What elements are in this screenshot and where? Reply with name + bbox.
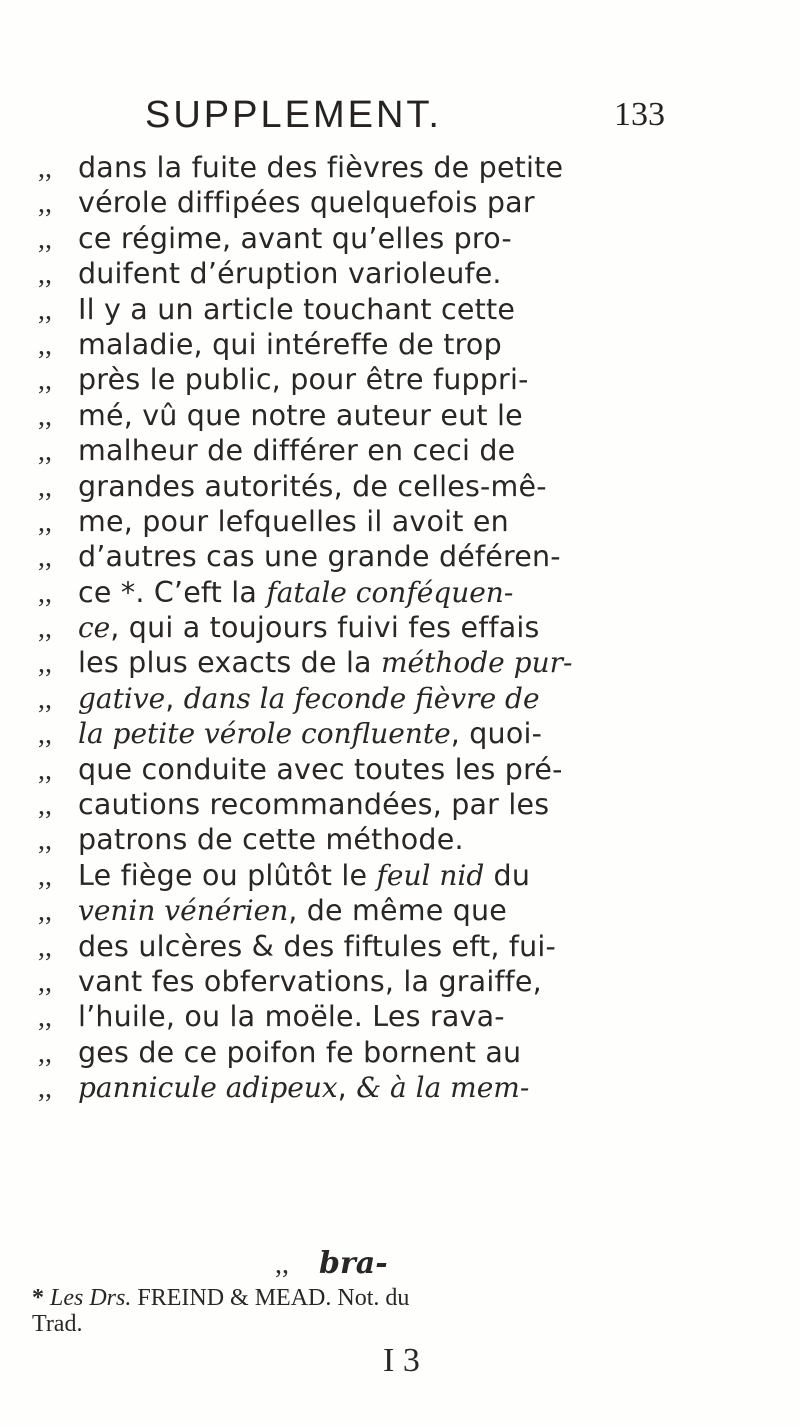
catchword: bra- xyxy=(319,1246,388,1281)
line-text: que conduite avec toutes les pré- xyxy=(78,752,563,786)
line-text: patrons de cette méthode. xyxy=(78,823,464,857)
quote-mark: ,, xyxy=(38,542,52,574)
italic-text: dans la feconde fièvre de xyxy=(183,681,540,715)
italic-text: gative xyxy=(78,681,166,715)
line-text: mé, vû que notre auteur eut le xyxy=(78,398,523,432)
text-line xyxy=(38,150,778,185)
footnote-abbrev: Les Drs. xyxy=(50,1285,132,1311)
text-line xyxy=(38,327,778,362)
line-text: maladie, qui intéreffe de trop xyxy=(78,327,502,361)
line-text: ce *. C’eft la xyxy=(78,575,267,609)
line-text: , xyxy=(165,681,184,715)
body-text xyxy=(38,150,778,1106)
line-text: l’huile, ou la moële. Les rava- xyxy=(78,1000,505,1034)
text-line xyxy=(38,716,778,751)
line-text: cautions recommandées, par les xyxy=(78,788,550,822)
line-text: Le fiège ou plûtôt le xyxy=(78,858,377,892)
text-line xyxy=(38,256,778,291)
quote-mark: ,, xyxy=(38,648,52,680)
line-text: , quoi- xyxy=(450,717,543,751)
quote-mark: ,, xyxy=(38,825,52,857)
quote-mark: ,, xyxy=(38,506,52,538)
text-line xyxy=(38,893,778,928)
text-line xyxy=(38,999,778,1034)
italic-text: pannicule adipeux xyxy=(78,1071,338,1105)
quote-mark: ,, xyxy=(38,790,52,822)
text-line xyxy=(38,292,778,327)
italic-text: ce xyxy=(78,611,111,645)
text-line xyxy=(38,929,778,964)
text-line xyxy=(38,185,778,220)
quote-mark: ,, xyxy=(38,329,52,361)
footnote xyxy=(32,1285,772,1337)
quote-mark: ,, xyxy=(38,153,52,184)
line-text: dans la fuite des fièvres de petite xyxy=(78,151,564,184)
line-text: d’autres cas une grande déféren- xyxy=(78,540,561,574)
line-text: , de même que xyxy=(288,894,507,928)
italic-text: méthode pur- xyxy=(380,646,573,680)
text-line xyxy=(38,1035,778,1070)
italic-text: venin vénérien xyxy=(78,894,289,928)
text-line xyxy=(38,362,778,397)
text-line xyxy=(38,504,778,539)
line-text: , xyxy=(337,1071,357,1105)
italic-text: & à la mem- xyxy=(356,1071,530,1105)
quote-mark: ,, xyxy=(38,613,52,645)
line-text: les plus exacts de la xyxy=(78,646,381,680)
line-text: vérole diffipées quelquefois par xyxy=(78,186,535,220)
text-line xyxy=(38,433,778,468)
text-line xyxy=(38,1070,778,1105)
text-line xyxy=(38,645,778,680)
text-line xyxy=(38,398,778,433)
quote-mark: ,, xyxy=(38,223,52,255)
text-line xyxy=(38,752,778,787)
text-line xyxy=(38,221,778,256)
line-text: duifent d’éruption varioleufe. xyxy=(78,257,502,291)
text-line xyxy=(38,469,778,504)
italic-text: la petite vérole confluente xyxy=(78,717,451,751)
text-line xyxy=(38,787,778,822)
line-text: me, pour lefquelles il avoit en xyxy=(78,504,509,538)
quote-mark: ,, xyxy=(38,436,52,468)
footnote-names: FREIND & MEAD. Not. du xyxy=(131,1285,410,1311)
quote-mark: ,, xyxy=(38,931,52,963)
quote-mark: ,, xyxy=(38,400,52,432)
line-text: Il y a un article touchant cette xyxy=(78,292,516,326)
italic-text: fatale conféquen- xyxy=(266,575,514,609)
quote-mark: ,, xyxy=(38,471,52,503)
quote-mark: ,, xyxy=(38,294,52,326)
quote-mark: ,, xyxy=(38,860,52,892)
quote-mark: ,, xyxy=(38,188,52,220)
signature-mark: I 3 xyxy=(383,1342,420,1379)
line-text: ges de ce poifon fe bornent au xyxy=(78,1035,522,1069)
quote-mark: ,, xyxy=(275,1249,289,1280)
quote-mark: ,, xyxy=(38,966,52,998)
text-line xyxy=(38,575,778,610)
line-text: grandes autorités, de celles-mê- xyxy=(78,469,547,503)
page-number: 133 xyxy=(614,96,665,133)
line-text: des ulcères & des fiftules eft, fui- xyxy=(78,929,557,963)
catchword-line xyxy=(275,1246,388,1281)
quote-mark: ,, xyxy=(38,1073,52,1105)
quote-mark: ,, xyxy=(38,365,52,397)
line-text: malheur de différer en ceci de xyxy=(78,434,516,468)
footnote-mark: * xyxy=(32,1285,44,1311)
line-text: du xyxy=(484,858,531,892)
quote-mark: ,, xyxy=(38,577,52,609)
text-line xyxy=(38,858,778,893)
text-line xyxy=(38,610,778,645)
quote-mark: ,, xyxy=(38,754,52,786)
quote-mark: ,, xyxy=(38,1002,52,1034)
footnote-continuation: Trad. xyxy=(32,1311,83,1337)
text-line xyxy=(38,539,778,574)
running-head: SUPPLEMENT. xyxy=(145,94,442,136)
page-header xyxy=(145,94,665,144)
text-line xyxy=(38,822,778,857)
italic-text: feul nid xyxy=(376,858,485,892)
quote-mark: ,, xyxy=(38,896,52,928)
line-text: vant fes obfervations, la graiffe, xyxy=(78,964,542,998)
line-text: ce régime, avant qu’elles pro- xyxy=(78,221,512,255)
quote-mark: ,, xyxy=(38,259,52,291)
line-text: près le public, pour être fuppri- xyxy=(78,363,529,397)
text-line xyxy=(38,681,778,716)
quote-mark: ,, xyxy=(38,1037,52,1069)
quote-mark: ,, xyxy=(38,719,52,751)
line-text: , qui a toujours fuivi fes effais xyxy=(110,611,540,645)
quote-mark: ,, xyxy=(38,683,52,715)
text-line xyxy=(38,964,778,999)
